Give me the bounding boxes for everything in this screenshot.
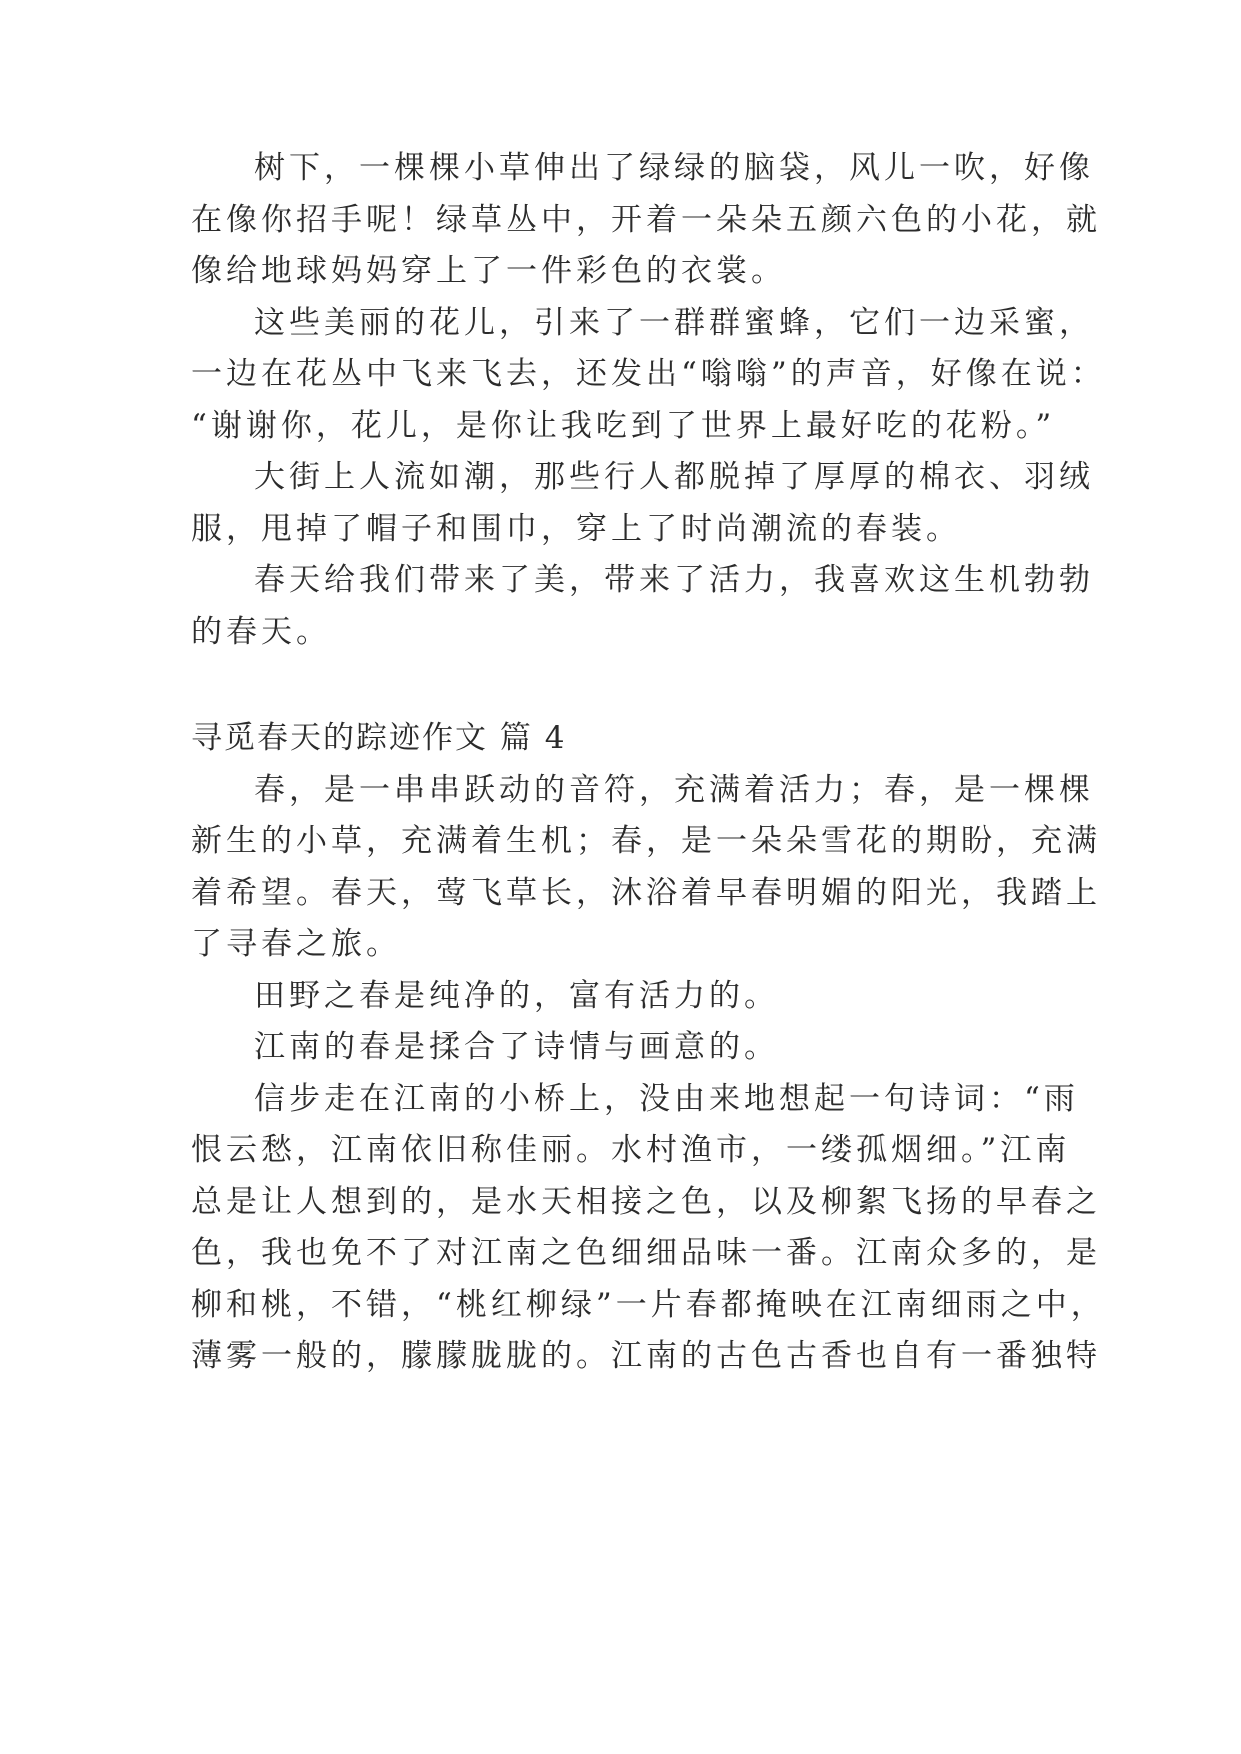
paragraph-line: 总是让人想到的，是水天相接之色，以及柳絮飞扬的早春之 [191, 1184, 1101, 1220]
paragraph-line: 服，甩掉了帽子和围巾，穿上了时尚潮流的春装。 [191, 511, 961, 547]
paragraph-line: 田野之春是纯净的，富有活力的。 [254, 978, 779, 1014]
paragraph-line: 这些美丽的花儿，引来了一群群蜜蜂，它们一边采蜜， [254, 305, 1094, 341]
paragraph-line: 春天给我们带来了美，带来了活力，我喜欢这生机勃勃 [254, 562, 1094, 598]
paragraph-line: 春，是一串串跃动的音符，充满着活力；春，是一棵棵 [254, 772, 1094, 808]
paragraph-line: 树下，一棵棵小草伸出了绿绿的脑袋，风儿一吹，好像 [254, 150, 1094, 186]
paragraph-line: 江南的春是揉合了诗情与画意的。 [254, 1029, 779, 1065]
paragraph-line: 着希望。春天，莺飞草长，沐浴着早春明媚的阳光，我踏上 [191, 875, 1101, 911]
paragraph-line: “谢谢你，花儿，是你让我吃到了世界上最好吃的花粉。” [191, 408, 1056, 444]
paragraph-line: 一边在花丛中飞来飞去，还发出“嗡嗡”的声音，好像在说： [191, 356, 1106, 392]
paragraph-line: 在像你招手呢！绿草丛中，开着一朵朵五颜六色的小花，就 [191, 202, 1101, 238]
paragraph-line: 信步走在江南的小桥上，没由来地想起一句诗词：“雨 [254, 1081, 1079, 1117]
section-heading: 寻觅春天的踪迹作文 篇 4 [191, 720, 567, 756]
paragraph-line: 薄雾一般的，朦朦胧胧的。江南的古色古香也自有一番独特 [191, 1338, 1101, 1374]
paragraph-line: 的春天。 [191, 614, 331, 650]
paragraph-line: 恨云愁，江南依旧称佳丽。水村渔市，一缕孤烟细。”江南 [191, 1132, 1071, 1168]
paragraph-line: 了寻春之旅。 [191, 926, 401, 962]
paragraph-line: 柳和桃，不错，“桃红柳绿”一片春都掩映在江南细雨之中， [191, 1287, 1106, 1323]
paragraph-line: 新生的小草，充满着生机；春，是一朵朵雪花的期盼，充满 [191, 823, 1101, 859]
paragraph-line: 大街上人流如潮，那些行人都脱掉了厚厚的棉衣、羽绒 [254, 459, 1094, 495]
paragraph-line: 像给地球妈妈穿上了一件彩色的衣裳。 [191, 253, 786, 289]
paragraph-line: 色，我也免不了对江南之色细细品味一番。江南众多的，是 [191, 1235, 1101, 1271]
